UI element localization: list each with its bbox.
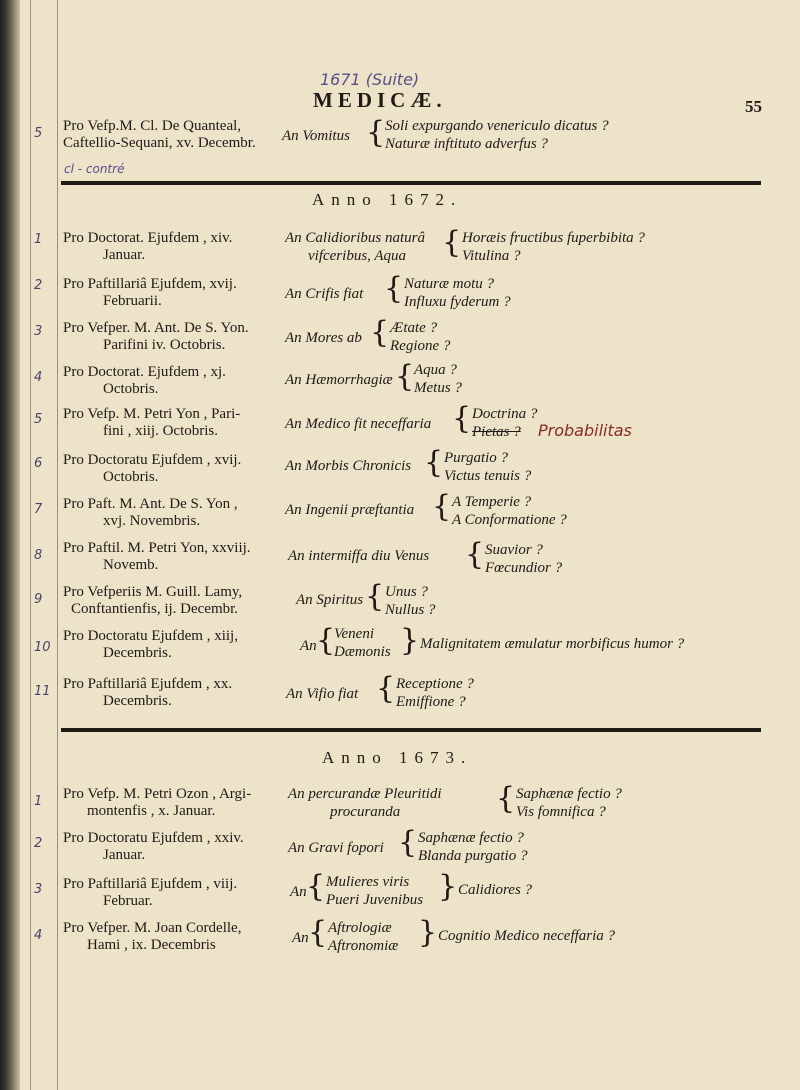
occasion-line: Pro Doctoratu Ejufdem , xiij, — [63, 628, 238, 644]
occasion-line: Hami , ix. Decembris — [87, 937, 216, 953]
option: Soli expurgando venericulo dicatus ? — [385, 118, 609, 134]
option: Nullus ? — [385, 602, 436, 618]
option: Aftrologiæ — [328, 920, 392, 936]
occasion-line: Pro Paft. M. Ant. De S. Yon , — [63, 496, 238, 512]
thesis-occasion — [63, 276, 281, 310]
occasion-line: Decembris. — [103, 693, 172, 709]
margin-number: 6 — [34, 456, 43, 471]
option: Receptione ? — [396, 676, 474, 692]
thesis-occasion — [63, 920, 281, 954]
occasion-line: Januar. — [103, 247, 146, 263]
handwritten-note: cl - contré — [64, 162, 125, 176]
question: Malignitatem æmulatur morbificus humor ? — [420, 636, 685, 652]
occasion-line: montenfis , x. Januar. — [87, 803, 216, 819]
occasion-line: Pro Vefper. M. Ant. De S. Yon. — [63, 320, 249, 336]
question: vifceribus, Aqua — [308, 248, 407, 264]
brace: { — [465, 537, 485, 572]
thesis-occasion — [63, 364, 281, 398]
margin-rule — [30, 0, 31, 1090]
option: Fœcundior ? — [485, 560, 563, 576]
occasion-line: Novemb. — [103, 557, 159, 573]
brace: { — [496, 781, 516, 816]
thesis-occasion — [63, 118, 293, 152]
occasion-line: Parifini iv. Octobris. — [103, 337, 226, 353]
brace: { — [432, 489, 452, 524]
option: Aqua ? — [414, 362, 457, 378]
occasion-line: Octobris. — [103, 469, 159, 485]
question: An Hæmorrhagiæ — [285, 372, 393, 388]
option: Saphænæ fectio ? — [516, 786, 622, 802]
option: Pueri Juvenibus — [326, 892, 424, 908]
occasion-line: Pro Paftillariâ Ejufdem , xx. — [63, 676, 233, 692]
page-number: 55 — [745, 97, 762, 116]
margin-number: 10 — [34, 640, 51, 655]
option: Saphænæ fectio ? — [418, 830, 524, 846]
occasion-line: Pro Doctoratu Ejufdem , xvij. — [63, 452, 242, 468]
brace: { — [384, 271, 404, 306]
question: Calidiores ? — [458, 882, 533, 898]
option: Victus tenuis ? — [444, 468, 532, 484]
question: An Vifio fiat — [286, 686, 359, 702]
margin-rule — [57, 0, 58, 1090]
brace: { — [316, 623, 336, 658]
margin-number: 2 — [34, 836, 43, 851]
occasion-line: fini , xiij. Octobris. — [103, 423, 218, 439]
margin-number: 1 — [34, 794, 43, 809]
brace: { — [398, 825, 418, 860]
brace: { — [366, 115, 386, 150]
year-heading: Anno 1673. — [322, 748, 473, 767]
brace: { — [442, 225, 462, 260]
question: An Ingenii præftantia — [285, 502, 415, 518]
brace: { — [452, 401, 472, 436]
occasion-line: Pro Doctorat. Ejufdem , xiv. — [63, 230, 233, 246]
question: An Medico fit neceffaria — [285, 416, 432, 432]
occasion-line: Pro Paftillariâ Ejufdem , viij. — [63, 876, 238, 892]
brace: { — [376, 671, 396, 706]
option: Vitulina ? — [462, 248, 521, 264]
occasion-line: Pro Vefperiis M. Guill. Lamy, — [63, 584, 243, 600]
occasion-line: Caftellio-Sequani, xv. Decembr. — [63, 135, 256, 151]
option: Suavior ? — [485, 542, 543, 558]
option: Regione ? — [390, 338, 451, 354]
brace: { — [306, 869, 326, 904]
option: Naturæ inftituto adverfus ? — [385, 136, 548, 152]
occasion-line: Pro Doctoratu Ejufdem , xxiv. — [63, 830, 244, 846]
option: Influxu fyderum ? — [404, 294, 511, 310]
brace: { — [370, 315, 390, 350]
brace: } — [418, 915, 438, 950]
handwritten-note: Probabilitas — [538, 421, 632, 440]
margin-number: 5 — [34, 412, 43, 427]
brace: } — [438, 869, 458, 904]
margin-number: 4 — [34, 928, 43, 943]
section-rule — [61, 181, 761, 185]
question: Cognitio Medico neceffaria ? — [438, 928, 616, 944]
option: Ætate ? — [390, 320, 438, 336]
occasion-line: Januar. — [103, 847, 146, 863]
margin-number: 3 — [34, 324, 43, 339]
brace: { — [308, 915, 328, 950]
question: An percurandæ Pleuritidi — [288, 786, 442, 802]
question: An Spiritus — [296, 592, 364, 608]
occasion-line: Conftantienfis, ij. Decembr. — [71, 601, 239, 617]
margin-number: 5 — [34, 126, 43, 141]
option: Horæis fructibus fuperbibita ? — [462, 230, 645, 246]
thesis-occasion — [63, 876, 281, 910]
occasion-line: Octobris. — [103, 381, 159, 397]
thesis-occasion — [63, 676, 281, 710]
brace: { — [365, 579, 385, 614]
question: An Mores ab — [285, 330, 362, 346]
section-rule — [61, 728, 761, 732]
occasion-line: Pro Paftillariâ Ejufdem, xvij. — [63, 276, 237, 292]
occasion-line: Pro Vefper. M. Joan Cordelle, — [63, 920, 242, 936]
option: Blanda purgatio ? — [418, 848, 528, 864]
question: An Gravi fopori — [288, 840, 384, 856]
brace: { — [395, 359, 415, 394]
option: Pietas ? — [472, 424, 521, 440]
margin-number: 11 — [34, 684, 51, 699]
question: An intermiffa diu Venus — [288, 548, 430, 564]
margin-number: 4 — [34, 370, 43, 385]
margin-number: 1 — [34, 232, 43, 247]
occasion-line: Pro Vefp.M. Cl. De Quanteal, — [63, 118, 242, 134]
question: An Calidioribus naturâ — [285, 230, 426, 246]
option: Emiffione ? — [396, 694, 466, 710]
thesis-occasion — [63, 230, 281, 264]
book-binding — [0, 0, 20, 1090]
occasion-line: Februar. — [103, 893, 153, 909]
occasion-line: Pro Vefp. M. Petri Yon , Pari- — [63, 406, 241, 422]
thesis-occasion — [63, 786, 281, 820]
thesis-occasion — [63, 406, 281, 440]
question: An Crifis fiat — [285, 286, 364, 302]
thesis-occasion — [63, 320, 281, 354]
margin-number: 9 — [34, 592, 43, 607]
occasion-line: Pro Paftil. M. Petri Yon, xxviij. — [63, 540, 251, 556]
occasion-line: xvj. Novembris. — [103, 513, 201, 529]
brace: { — [424, 445, 444, 480]
option: Unus ? — [385, 584, 428, 600]
margin-number: 3 — [34, 882, 43, 897]
margin-number: 8 — [34, 548, 43, 563]
thesis-occasion — [63, 628, 281, 662]
handwritten-note: 1671 (Suite) — [320, 70, 420, 89]
question: An — [290, 884, 307, 900]
thesis-occasion — [63, 584, 281, 618]
question: An — [300, 638, 317, 654]
thesis-occasion — [63, 452, 281, 486]
thesis-occasion — [63, 540, 281, 574]
occasion-line: Decembris. — [103, 645, 172, 661]
option: Vis fomnifica ? — [516, 804, 606, 820]
occasion-line: Pro Vefp. M. Petri Ozon , Argi- — [63, 786, 252, 802]
year-heading: Anno 1672. — [312, 190, 463, 209]
option: Dæmonis — [334, 644, 391, 660]
thesis-occasion — [63, 830, 281, 864]
question: procuranda — [330, 804, 401, 820]
occasion-line: Pro Doctorat. Ejufdem , xj. — [63, 364, 226, 380]
option: Naturæ motu ? — [404, 276, 495, 292]
option: Mulieres viris — [326, 874, 410, 890]
margin-number: 7 — [34, 502, 43, 517]
option: Metus ? — [414, 380, 462, 396]
option: Aftronomiæ — [328, 938, 399, 954]
option: Veneni — [334, 626, 374, 642]
question: An Vomitus — [282, 128, 350, 144]
running-title: MEDICÆ. — [313, 88, 447, 112]
option: Doctrina ? — [472, 406, 538, 422]
option: A Temperie ? — [452, 494, 532, 510]
margin-number: 2 — [34, 278, 43, 293]
thesis-occasion — [63, 496, 281, 530]
question: An — [292, 930, 309, 946]
question: An Morbis Chronicis — [285, 458, 412, 474]
occasion-line: Februarii. — [103, 293, 162, 309]
option: A Conformatione ? — [452, 512, 567, 528]
brace: } — [400, 623, 420, 658]
option: Purgatio ? — [444, 450, 509, 466]
